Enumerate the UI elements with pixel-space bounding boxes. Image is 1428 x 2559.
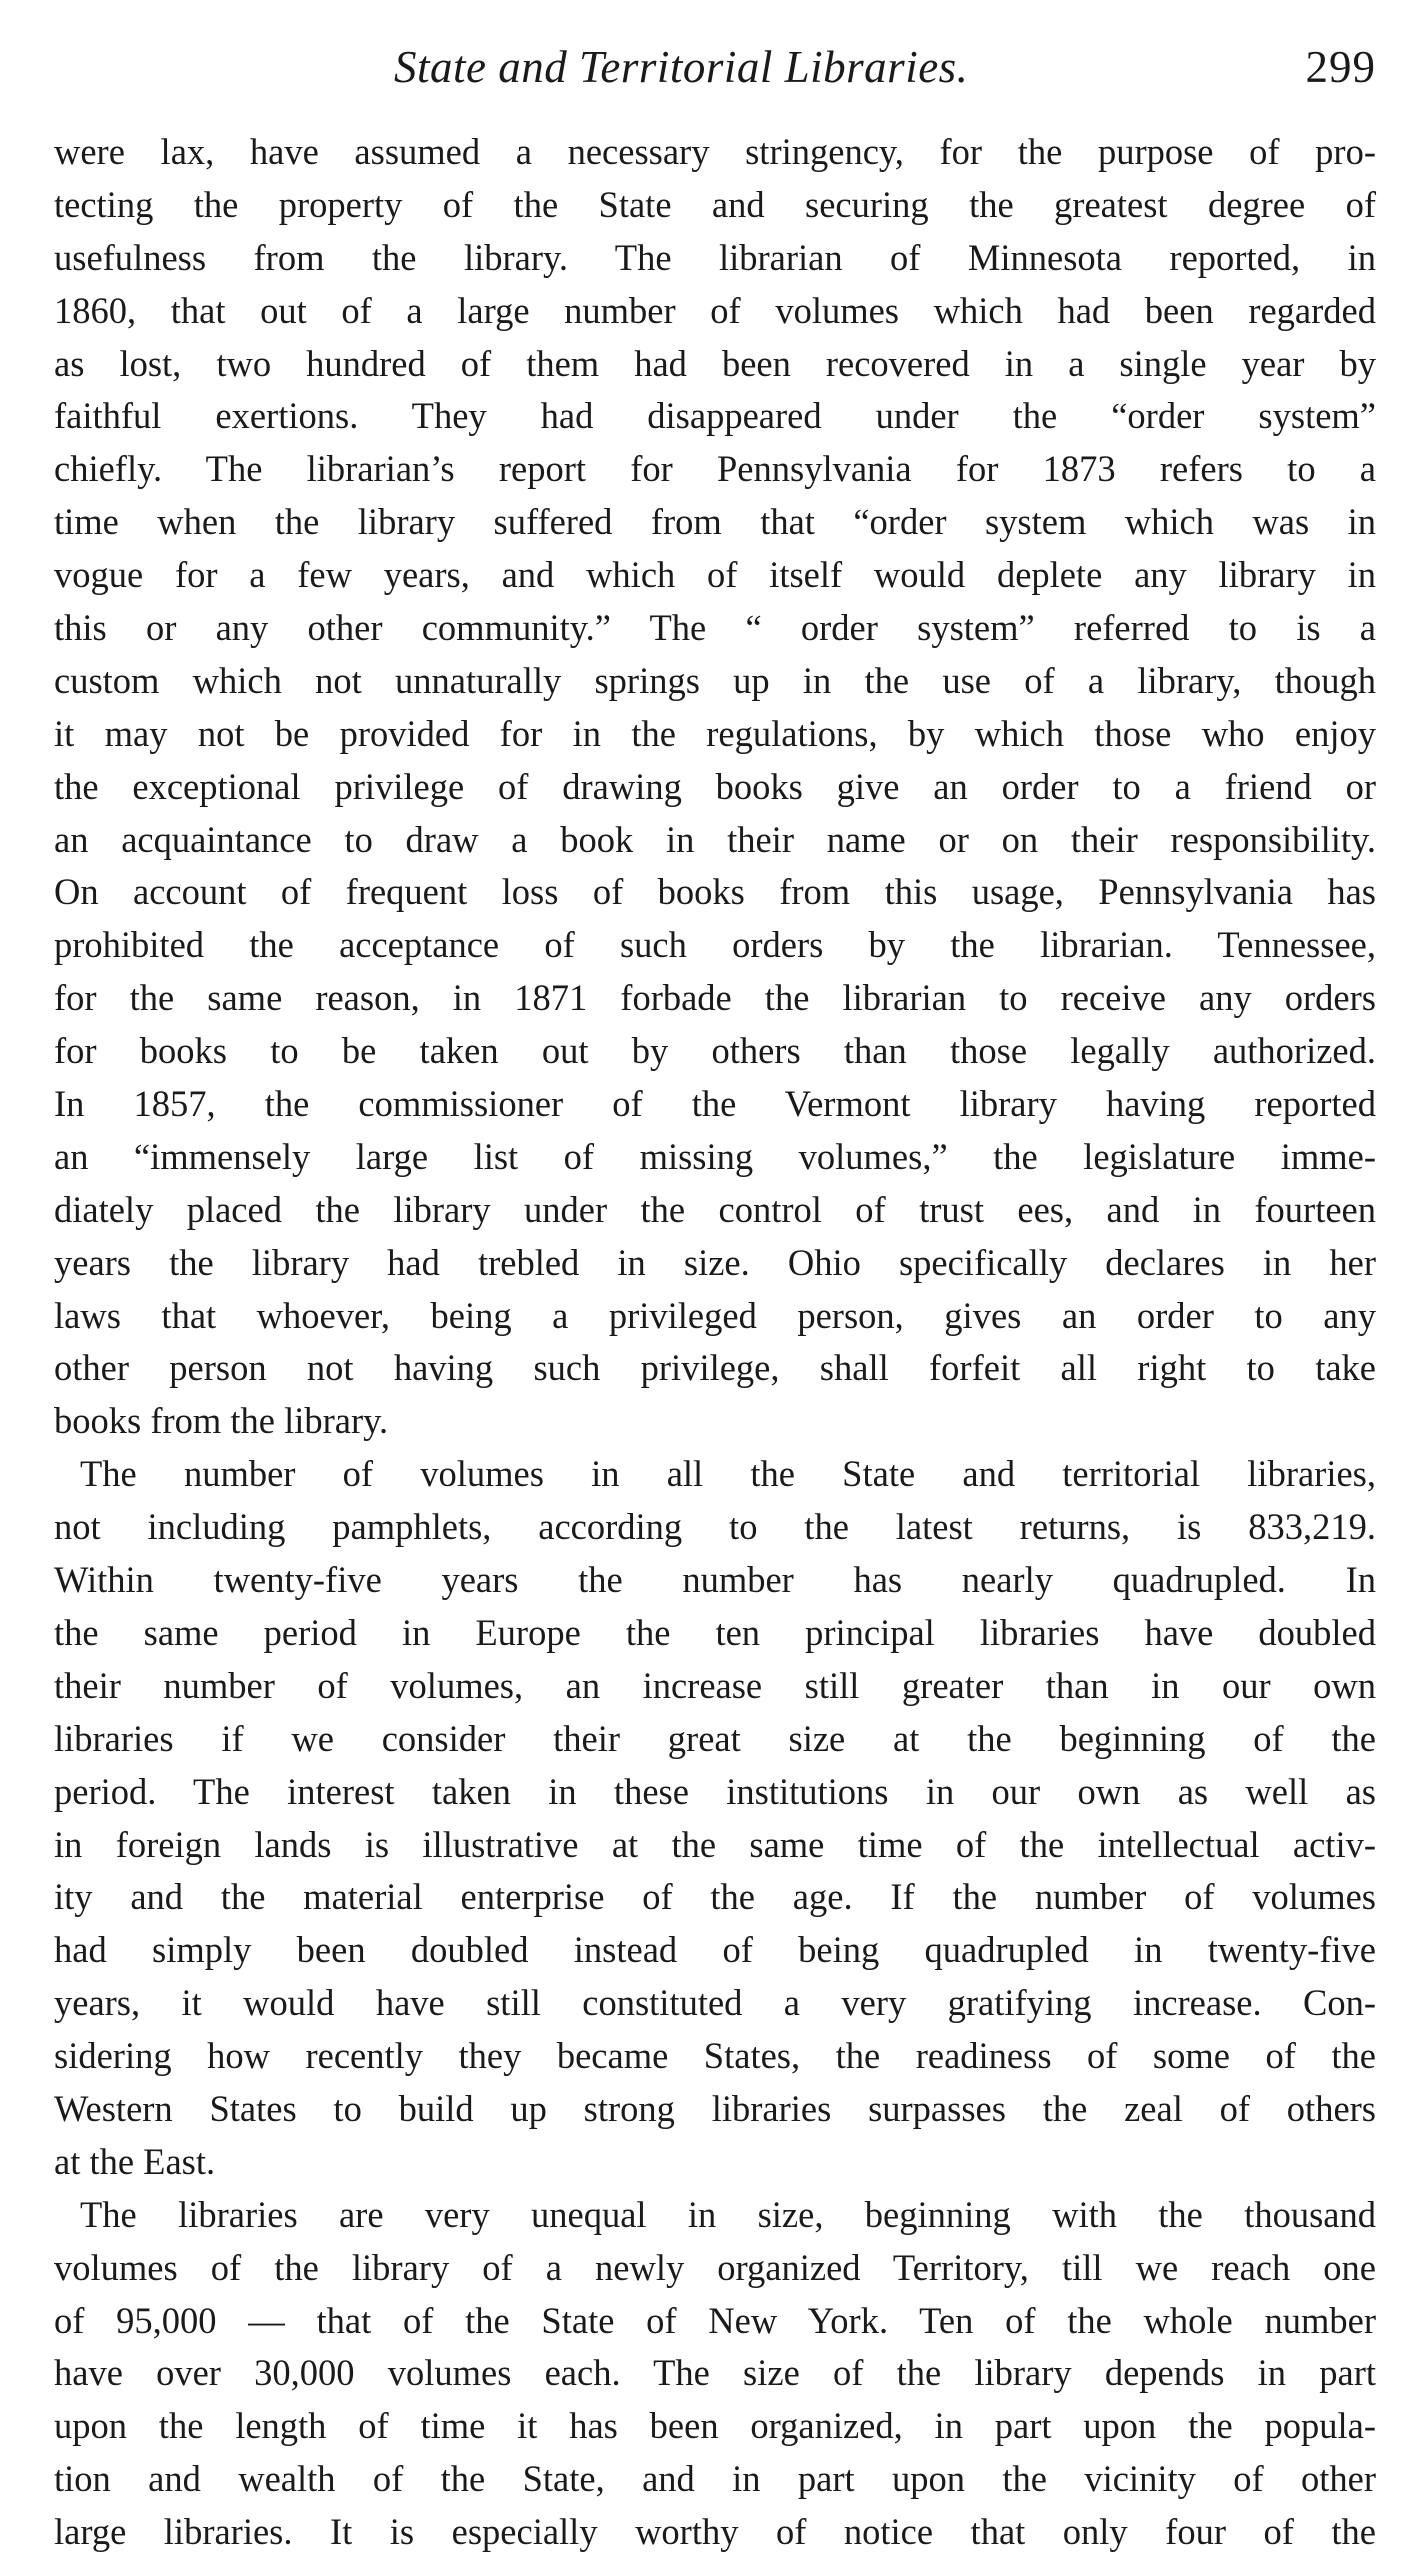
text-line: usefulness from the library. The librarian of Minnesota reported, in [54,236,1376,278]
text-line: prohibited the acceptance of such orders by the librarian. Tennessee, [54,924,1376,966]
text-line: upon the length of time it has been organized, in part upon the popula- [54,2405,1376,2447]
page-number: 299 [1305,42,1376,92]
text-line: The number of volumes in all the State and territorial libraries, [80,1453,1376,1495]
paragraph-3 [54,2189,1376,2559]
text-line: Western States to build up strong libraries surpasses the zeal of others [54,2087,1376,2129]
text-line: tecting the property of the State and securing the greatest degree of [54,183,1376,225]
paragraph-1 [54,126,1376,1448]
text-line: large libraries. It is especially worthy of notice that only four of the [54,2511,1376,2553]
text-line: in foreign lands is illustrative at the same time of the intellectual activ- [54,1823,1376,1865]
text-line: for books to be taken out by others than those legally authorized. [54,1030,1376,1072]
text-line: 1860, that out of a large number of volumes which had been regarded [54,289,1376,331]
text-line: The libraries are very unequal in size, beginning with the thousand [80,2193,1376,2235]
text-line: as lost, two hundred of them had been recovered in a single year by [54,342,1376,384]
text-line: libraries if we consider their great size at the beginning of the [54,1717,1376,1759]
text-line: vogue for a few years, and which of itself would deplete any library in [54,554,1376,596]
text-line: it may not be provided for in the regulations, by which those who enjoy [54,712,1376,754]
text-line: sidering how recently they became States, the readiness of some of the [54,2035,1376,2077]
text-line: chiefly. The librarian’s report for Pennsylvania for 1873 refers to a [54,448,1376,490]
text-line: custom which not unnaturally springs up in the use of a library, though [54,659,1376,701]
running-head [54,32,1376,102]
text-line: were lax, have assumed a necessary stringency, for the purpose of pro- [54,131,1376,172]
text-line: period. The interest taken in these institutions in our own as well as [54,1770,1376,1812]
body-text [54,126,1376,2559]
text-line: an acquaintance to draw a book in their name or on their responsibility. [54,818,1376,860]
text-line: had simply been doubled instead of being quadrupled in twenty-five [54,1929,1376,1971]
text-line: have over 30,000 volumes each. The size of the library depends in part [54,2352,1376,2394]
text-line: Within twenty-five years the number has nearly quadrupled. In [54,1559,1376,1601]
text-line: ity and the material enterprise of the age. If the number of volumes [54,1876,1376,1918]
text-line: books from the library. [54,1400,389,1442]
text-line: at the East. [54,2140,216,2182]
text-line: of 95,000 — that of the State of New York. Ten of the whole number [54,2299,1376,2341]
text-line: their number of volumes, an increase still greater than in our own [54,1664,1376,1706]
text-line: volumes of the library of a newly organized Territory, till we reach one [54,2246,1376,2288]
text-line: In 1857, the commissioner of the Vermont library having reported [54,1083,1376,1125]
text-line: this or any other community.” The “ order system” referred to is a [54,607,1376,649]
text-line: years the library had trebled in size. Ohio specifically declares in her [54,1241,1376,1283]
text-line: the exceptional privilege of drawing books give an order to a friend or [54,765,1376,807]
text-line: diately placed the library under the control of trust ees, and in fourteen [54,1188,1376,1230]
text-line: other person not having such privilege, shall forfeit all right to take [54,1347,1376,1389]
text-line: an “immensely large list of missing volumes,” the legislature imme- [54,1135,1376,1177]
paragraph-2 [54,1448,1376,2188]
text-line: On account of frequent loss of books from this usage, Pennsylvania has [54,871,1376,913]
text-line: time when the library suffered from that “order system which was in [54,501,1376,543]
text-line: laws that whoever, being a privileged person, gives an order to any [54,1294,1376,1336]
text-line: not including pamphlets, according to the latest returns, is 833,219. [54,1506,1376,1548]
text-line: tion and wealth of the State, and in part upon the vicinity of other [54,2458,1376,2500]
text-line: the same period in Europe the ten principal libraries have doubled [54,1611,1376,1653]
text-line: faithful exertions. They had disappeared under the “order system” [54,395,1376,437]
text-line: for the same reason, in 1871 forbade the librarian to receive any orders [54,977,1376,1019]
running-head-title: State and Territorial Libraries. [394,42,969,92]
text-line: years, it would have still constituted a very gratifying increase. Con- [54,1982,1376,2024]
